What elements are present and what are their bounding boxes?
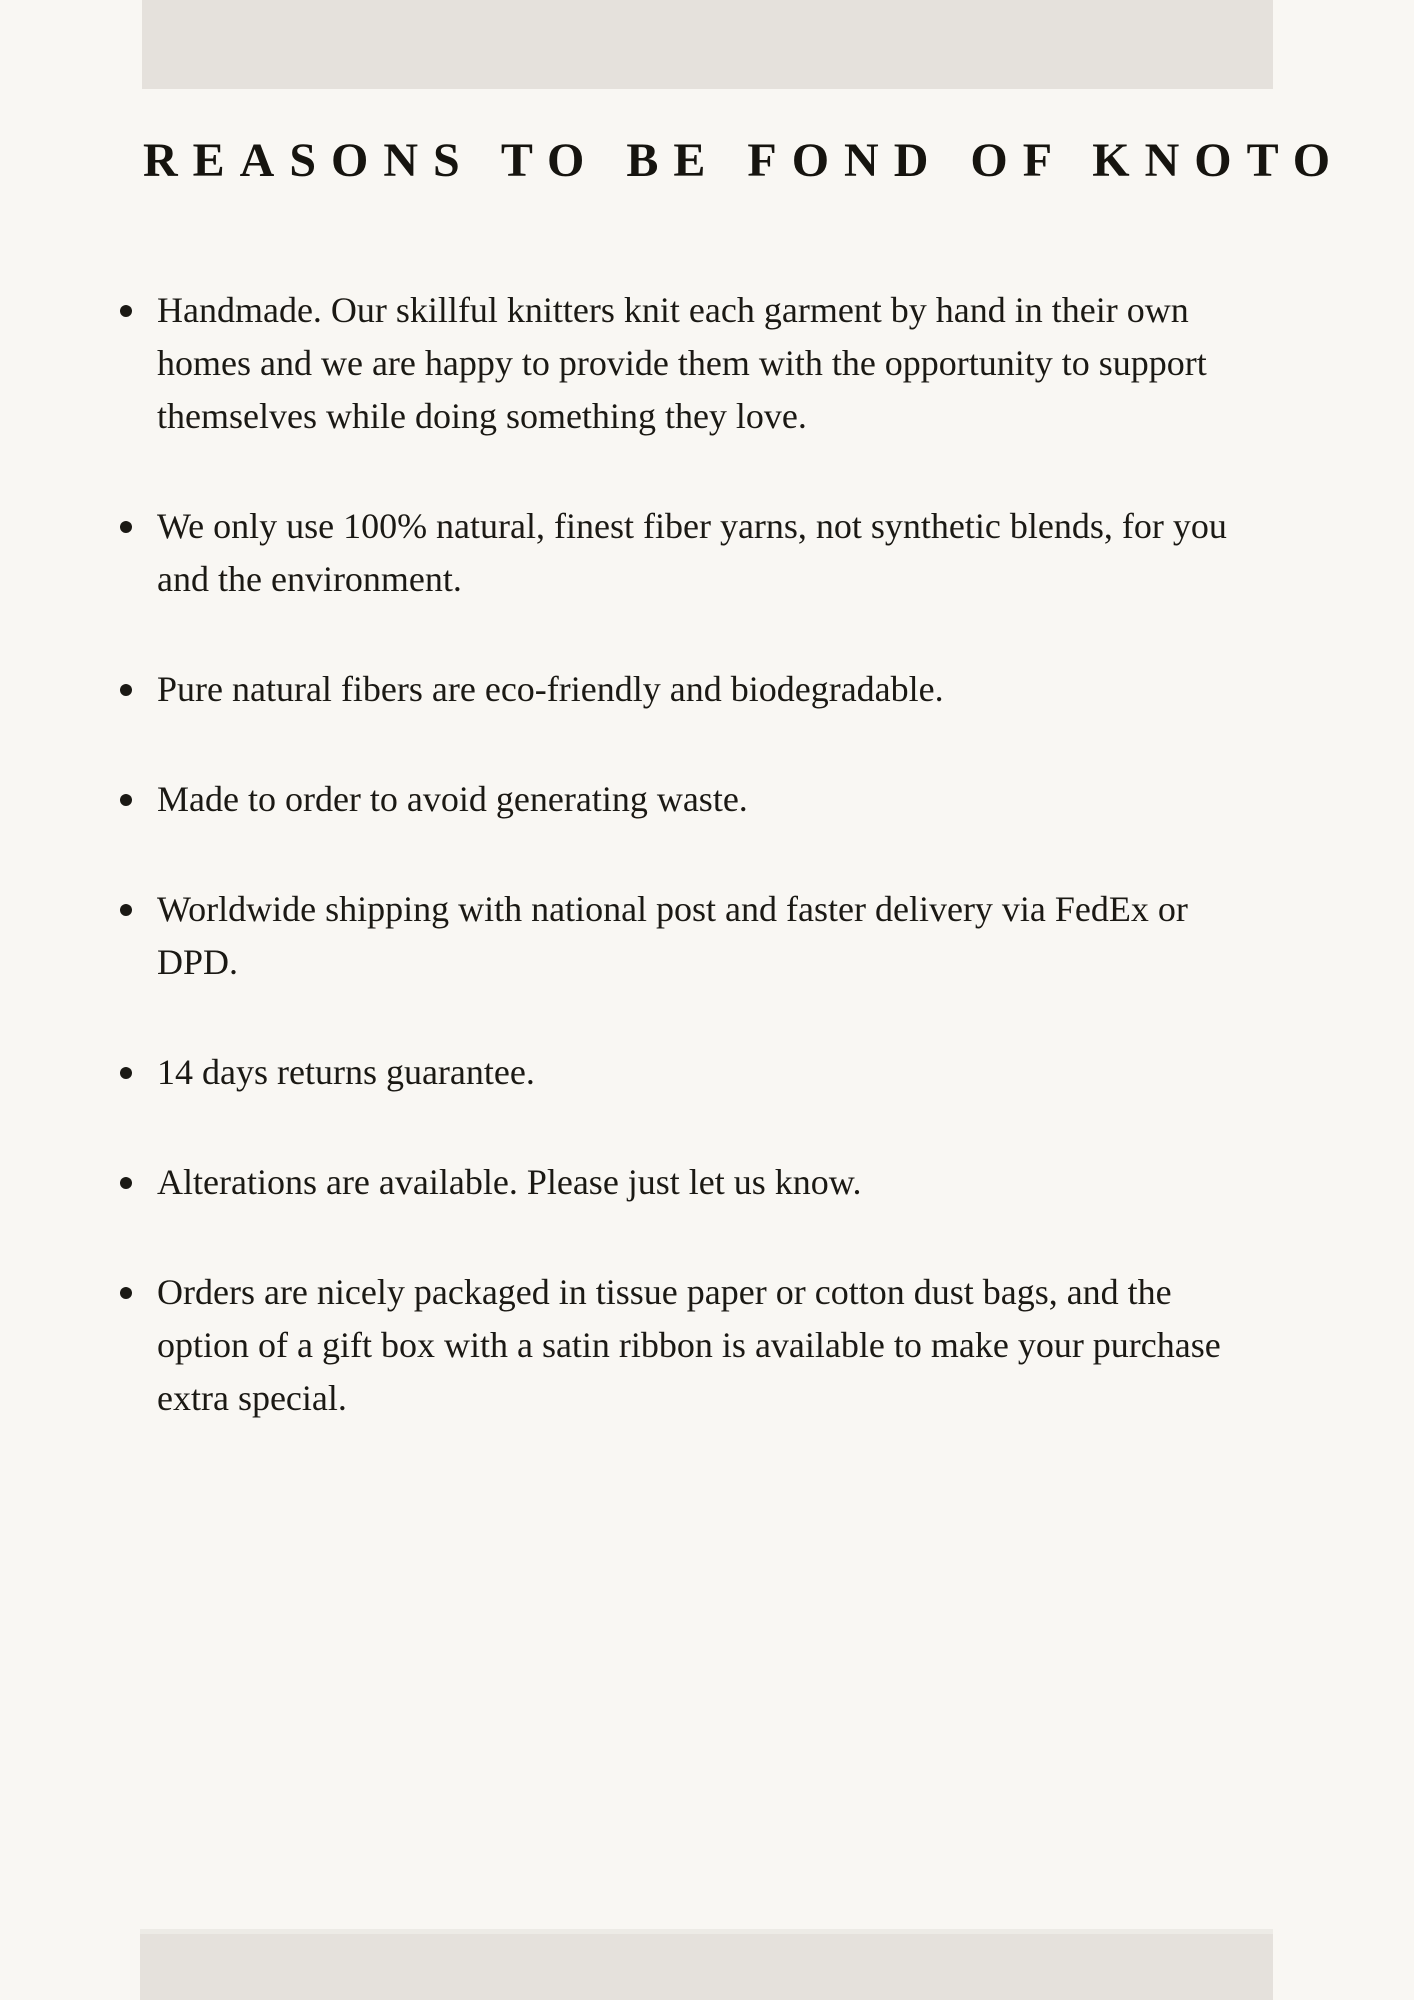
bullet-icon — [120, 794, 132, 806]
bullet-icon — [120, 305, 132, 317]
list-item-text: 14 days returns guarantee. — [157, 1052, 535, 1092]
bullet-icon — [120, 684, 132, 696]
bullet-icon — [120, 1287, 132, 1299]
top-decorative-band — [142, 0, 1273, 89]
reasons-list — [120, 284, 1270, 1425]
list-item-text: Worldwide shipping with national post and faster delivery via FedEx or DPD. — [157, 889, 1188, 982]
list-item-text: We only use 100% natural, finest fiber yarns, not synthetic blends, for you and the environment. — [157, 506, 1227, 599]
list-item — [120, 284, 1270, 443]
bullet-icon — [120, 1067, 132, 1079]
list-item — [120, 773, 1270, 826]
list-item — [120, 663, 1270, 716]
bullet-icon — [120, 521, 132, 533]
list-item-text: Handmade. Our skillful knitters knit each garment by hand in their own homes and we are happy to provide them with the opportunity to support themselves while doing something they love. — [157, 290, 1207, 436]
list-item — [120, 1266, 1270, 1425]
list-item — [120, 500, 1270, 606]
page-title: REASONS TO BE FOND OF KNOTO — [143, 134, 1346, 187]
list-item-text: Pure natural fibers are eco-friendly and biodegradable. — [157, 669, 944, 709]
list-item-text: Orders are nicely packaged in tissue paper or cotton dust bags, and the option of a gift box with a satin ribbon is available to make your purchase extra special. — [157, 1272, 1221, 1418]
bullet-icon — [120, 904, 132, 916]
list-item — [120, 883, 1270, 989]
list-item — [120, 1156, 1270, 1209]
list-item-text: Made to order to avoid generating waste. — [157, 779, 748, 819]
list-item — [120, 1046, 1270, 1099]
bottom-decorative-band — [140, 1929, 1273, 2000]
list-item-text: Alterations are available. Please just let us know. — [157, 1162, 862, 1202]
bullet-icon — [120, 1177, 132, 1189]
